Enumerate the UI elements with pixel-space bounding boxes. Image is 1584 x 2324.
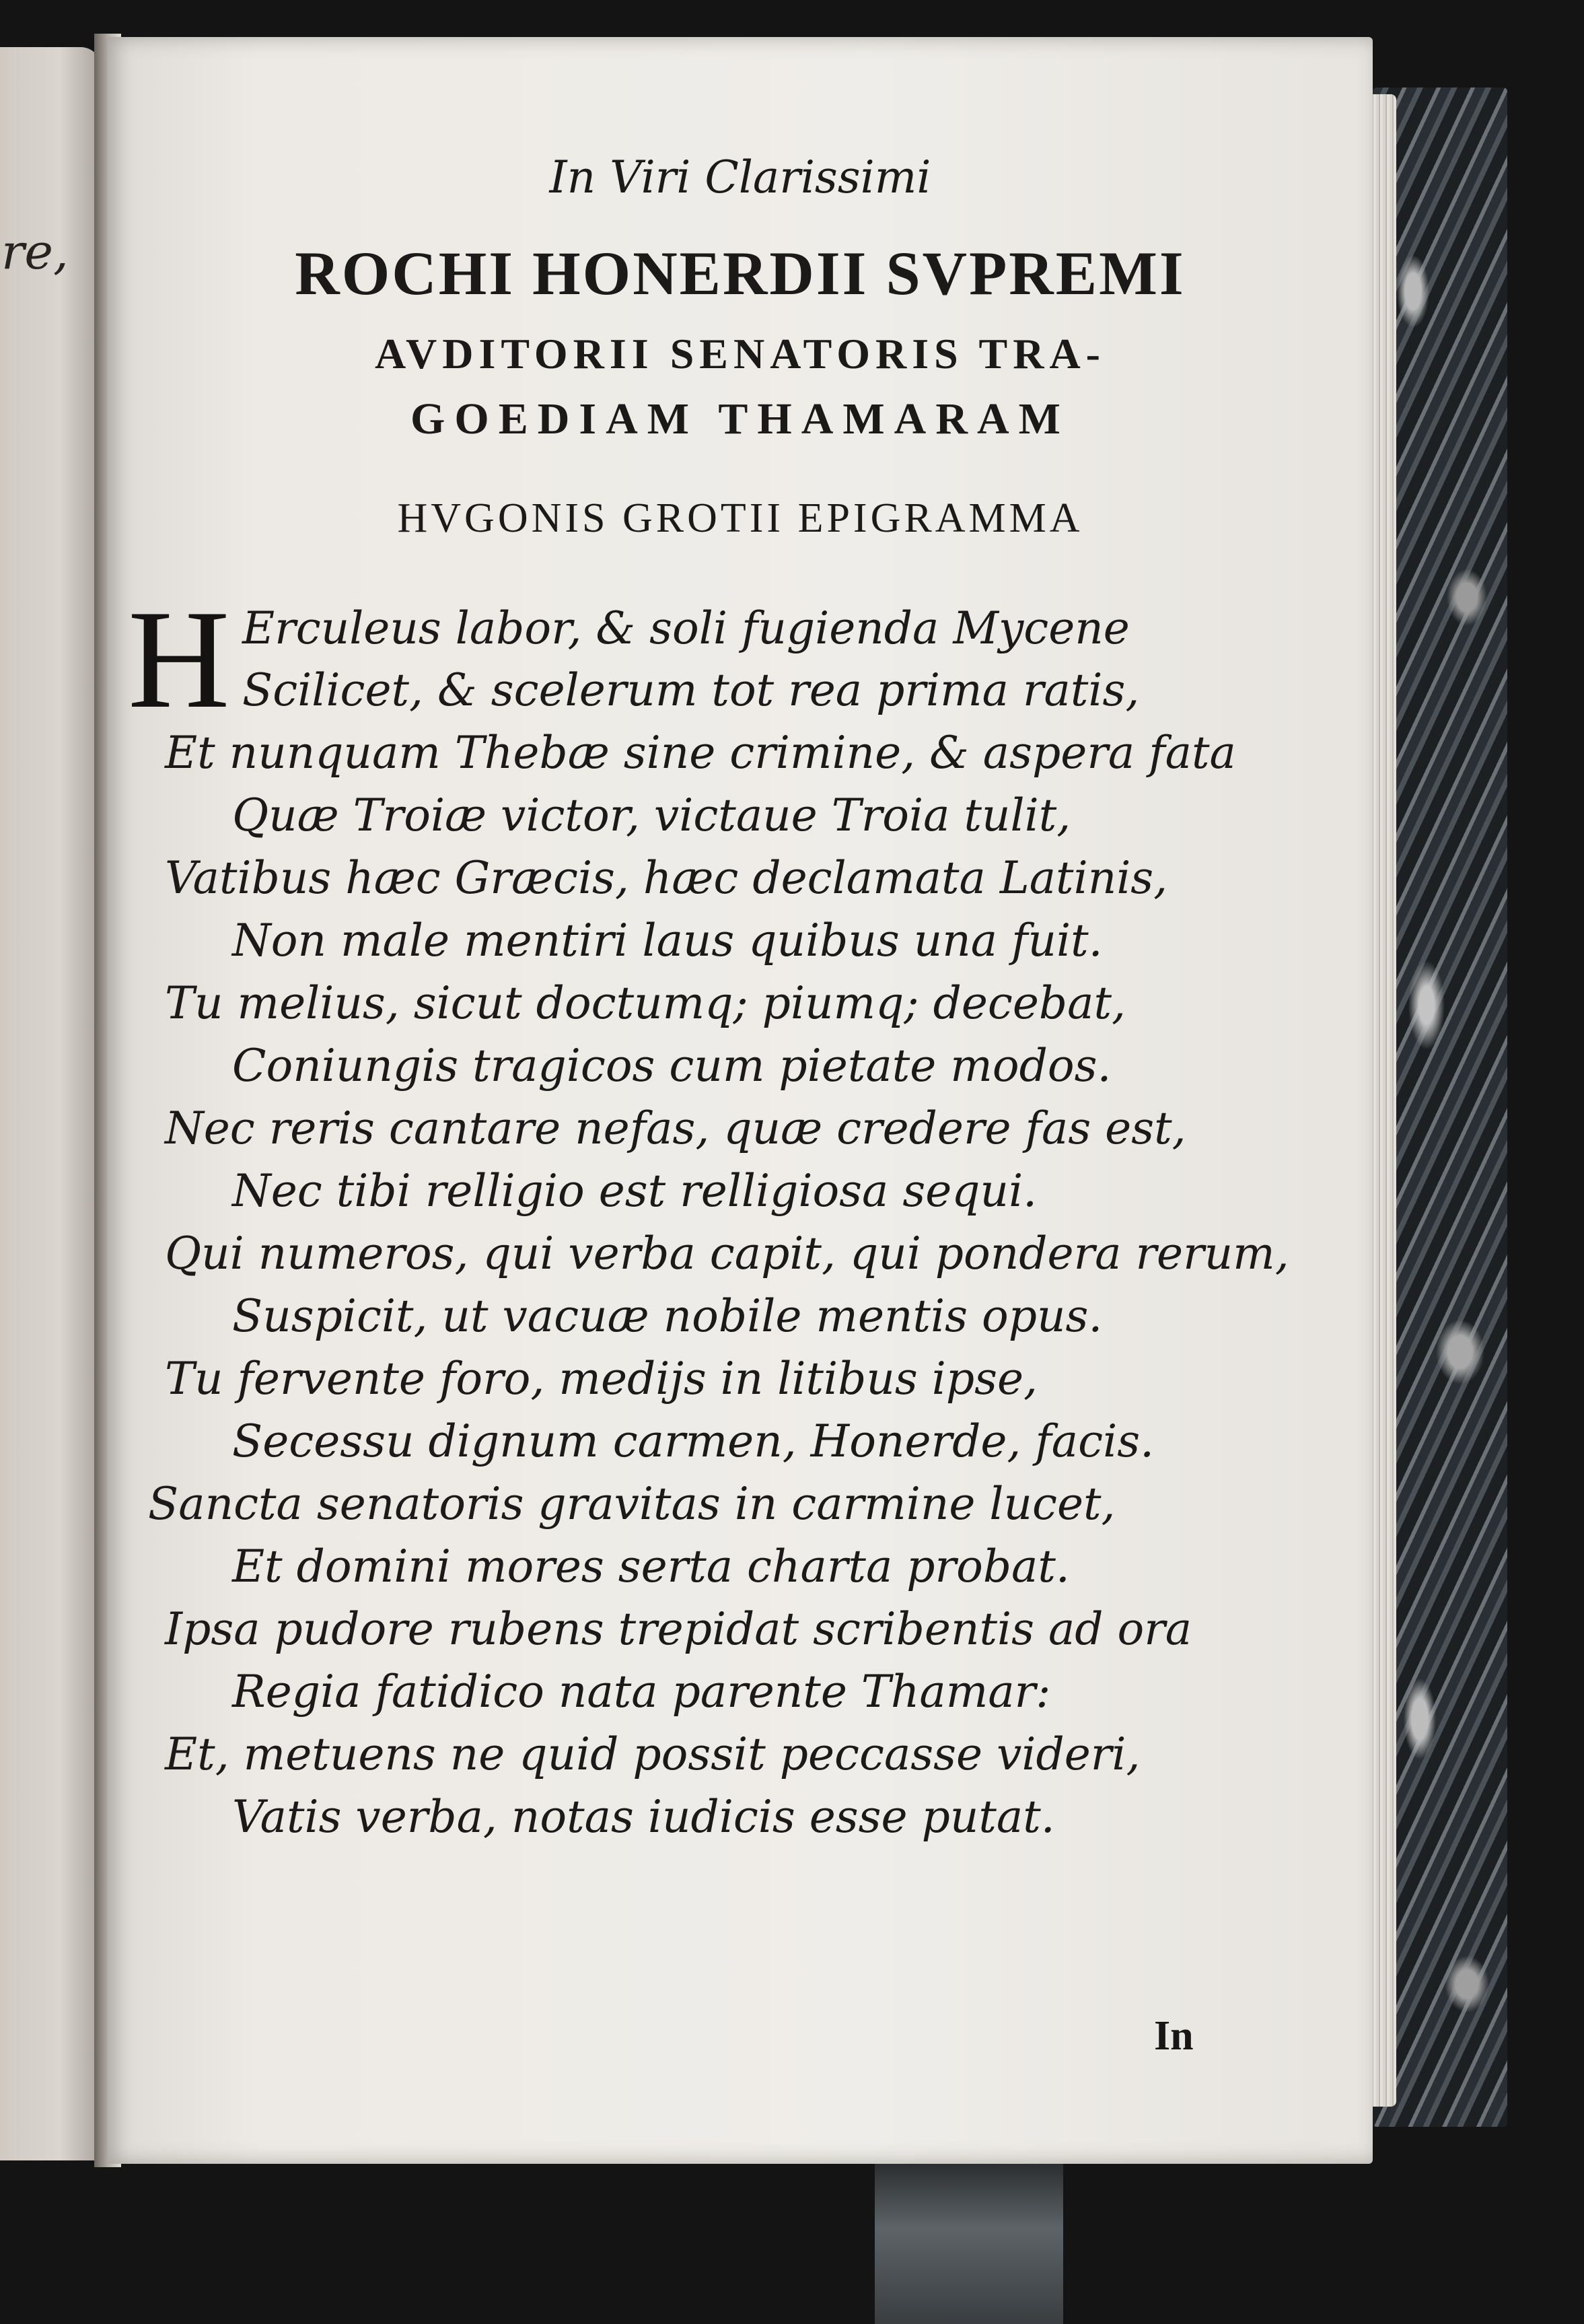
verse-line: Coniungis tragicos cum pietate modos. <box>232 1040 1112 1092</box>
verse-line: Qui numeros, qui verba capit, qui pondera rerum, <box>165 1228 1289 1279</box>
verse-line: Suspicit, ut vacuæ nobile mentis opus. <box>232 1290 1103 1342</box>
verse-line: Sancta senatoris gravitas in carmine lucet, <box>148 1478 1116 1530</box>
verse-line: Et nunquam Thebæ sine crimine, & aspera fata <box>165 727 1236 779</box>
verse-line: Nec tibi relligio est relligiosa sequi. <box>232 1165 1038 1217</box>
superscription: In Viri Clarissimi <box>549 151 931 203</box>
verse-line: Secessu dignum carmen, Honerde, facis. <box>232 1415 1155 1467</box>
verse-line: Vatis verba, notas iudicis esse putat. <box>232 1791 1055 1843</box>
left-page-text-fragment: re, <box>1 223 69 280</box>
left-facing-page <box>0 47 101 2160</box>
verse-line: Tu fervente foro, medijs in litibus ipse, <box>165 1353 1038 1405</box>
verse-line: Vatibus hæc Græcis, hæc declamata Latinis, <box>165 852 1168 904</box>
verse-line: Non male mentiri laus quibus una fuit. <box>232 915 1103 966</box>
verse-line: Ipsa pudore rubens trepidat scribentis ad ora <box>165 1603 1192 1655</box>
epigram-heading: HVGONIS GROTII EPIGRAMMA <box>397 495 1083 541</box>
verse-line: Tu melius, sicut doctumq; piumq; decebat, <box>165 977 1126 1029</box>
verse-line: Erculeus labor, & soli fugienda Mycene <box>242 602 1130 654</box>
verse-line: Quæ Troiæ victor, victaue Troia tulit, <box>232 789 1071 841</box>
title-line-2: AVDITORII SENATORIS TRA- <box>375 330 1106 378</box>
title-line-3: GOEDIAM THAMARAM <box>410 394 1070 444</box>
title-line-1: ROCHI HONERDII SVPREMI <box>295 239 1186 308</box>
verse-line: Regia fatidico nata parente Thamar: <box>232 1666 1051 1718</box>
verse-line: Scilicet, & scelerum tot rea prima ratis, <box>242 664 1140 716</box>
cover-corner <box>875 2164 1063 2324</box>
catchword: In <box>1154 2013 1194 2059</box>
printed-page <box>108 37 1373 2164</box>
verse-line: Nec reris cantare nefas, quæ credere fas est, <box>165 1102 1186 1154</box>
verse-line: Et, metuens ne quid possit peccasse videri, <box>165 1728 1141 1780</box>
verse-line: Et domini mores serta charta probat. <box>232 1541 1070 1592</box>
drop-cap: H <box>128 582 230 738</box>
